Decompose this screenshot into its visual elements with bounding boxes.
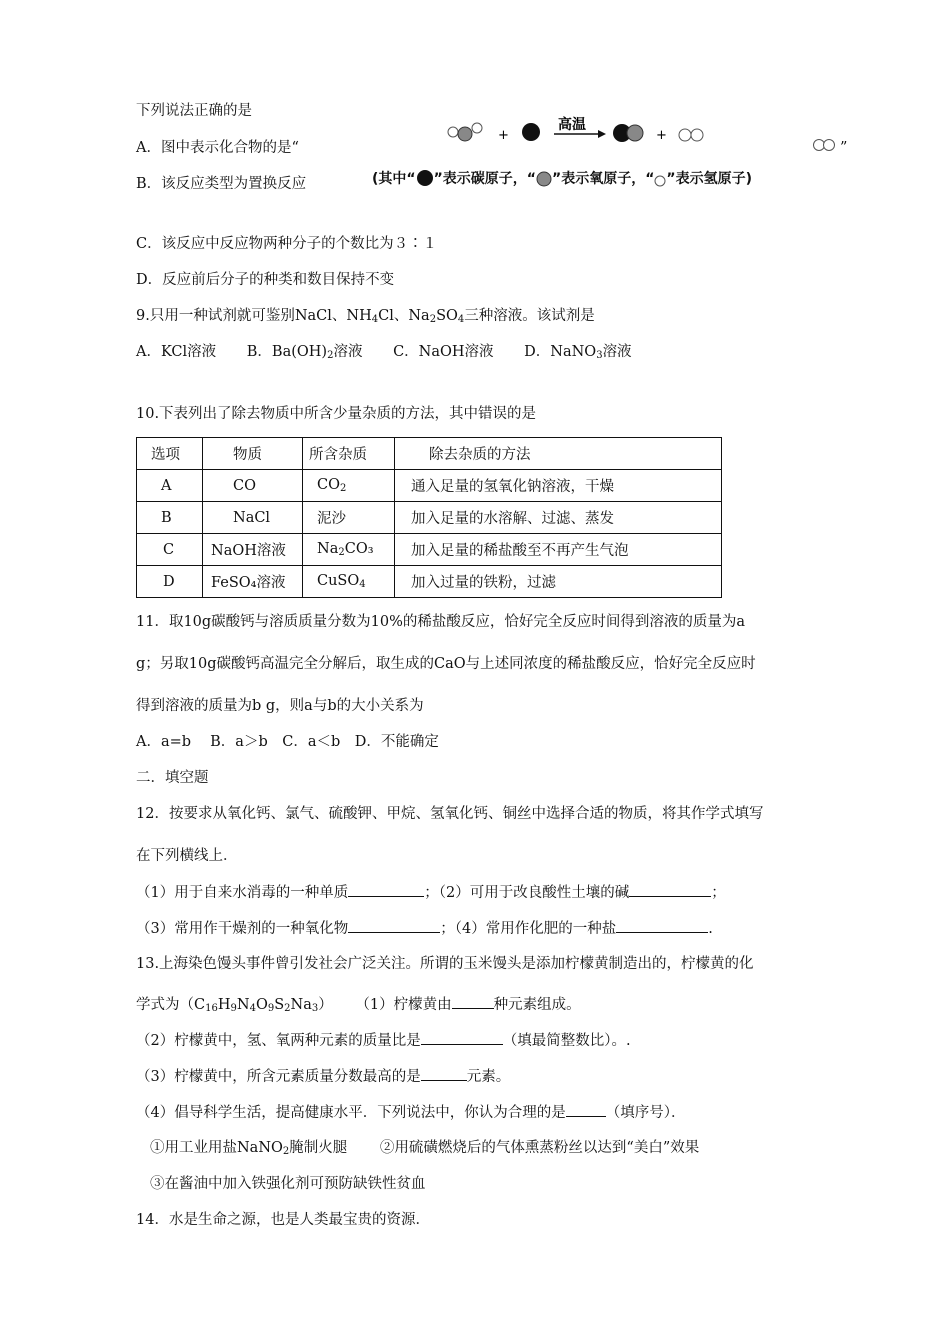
q13-part3: （3）柠檬黄中，所含元素质量分数最高的是 元素。 xyxy=(136,1066,510,1087)
q12-line1: 12．按要求从氧化钙、氯气、硫酸钾、甲烷、氢氧化钙、铜丝中选择合适的物质，将其作学式填写 xyxy=(136,806,764,822)
answer-blank[interactable] xyxy=(421,1066,467,1081)
oxygen-atom-icon xyxy=(536,171,552,187)
carbon-monoxide-molecule-icon xyxy=(613,124,643,142)
q13-part2: （2）柠檬黄中，氢、氧两种元素的质量比是 （填最简整数比）。. xyxy=(136,1030,631,1051)
table-row: B NaCl 泥沙 加入足量的水溶解、过滤、蒸发 xyxy=(137,502,722,534)
impurity-table xyxy=(136,437,722,598)
table-row: A CO $CO_2$ 通入足量的氢氧化钠溶液，干燥 xyxy=(137,470,722,502)
q12-blanks-1-2: （1）用于自来水消毒的一种单质 ；（2）可用于改良酸性土壤的碱 ； xyxy=(136,882,726,903)
q9-option-a: A．KCl溶液 xyxy=(136,344,217,360)
plus-sign-1: + xyxy=(498,128,509,143)
answer-blank[interactable] xyxy=(616,918,708,933)
q8-option-d: D．反应前后分子的种类和数目保持不变 xyxy=(136,272,395,288)
hydrogen-molecule-icon xyxy=(679,129,703,141)
reaction-diagram xyxy=(372,112,802,162)
water-molecule-icon xyxy=(448,123,482,141)
q14-line1: 14．水是生命之源，也是人类最宝贵的资源． xyxy=(136,1212,430,1228)
legend-oxygen: ”表示氧原子，“ xyxy=(552,171,655,187)
carbon-atom-icon xyxy=(416,169,434,187)
answer-blank[interactable] xyxy=(629,882,711,897)
table-header-row xyxy=(137,438,722,470)
diagram-legend xyxy=(372,168,752,188)
q11-line2: g；另取10g碳酸钙高温完全分解后，取生成的CaO与上述同浓度的稀盐酸反应，恰好完全反应时 xyxy=(136,656,756,672)
plus-sign-2: + xyxy=(656,128,667,143)
table-row: C NaOH溶液 $Na_2CO_3$ 加入足量的稀盐酸至不再产生气泡 xyxy=(137,534,722,566)
q12-blanks-3-4: （3）常用作干燥剂的一种氧化物 ；（4）常用作化肥的一种盐 . xyxy=(136,918,713,939)
section-title: 二．填空题 xyxy=(136,770,209,786)
table-header-cell: 物质 xyxy=(203,438,303,470)
q13-choices-1-2: ①用工业用盐NaNO$_2$腌制火腿 ②用硫磺燃烧后的气体熏蒸粉丝以达到“美白”效果 xyxy=(150,1140,700,1157)
answer-blank[interactable] xyxy=(421,1030,503,1045)
table-header-cell: 除去杂质的方法 xyxy=(395,438,722,470)
q9-option-d: D．NaNO$_3$溶液 xyxy=(524,344,632,361)
legend-open: (其中“ xyxy=(372,171,416,187)
q13-line1: 13.上海染色馒头事件曾引发社会广泛关注。所谓的玉米馒头是添加柠檬黄制造出的，柠檬黄的化 xyxy=(136,956,754,972)
answer-blank[interactable] xyxy=(452,994,494,1009)
q13-part4: （4）倡导科学生活，提高健康水平．下列说法中，你认为合理的是 （填序号）． xyxy=(136,1102,685,1123)
hydrogen-molecule-icon xyxy=(812,138,840,152)
q9-stem: 9.只用一种试剂就可鉴别NaCl、$NH_4Cl$、$Na_2SO_4$三种溶液。该试剂是 xyxy=(136,308,595,325)
legend-carbon: ”表示碳原子，“ xyxy=(433,171,537,187)
answer-blank[interactable] xyxy=(348,882,424,897)
q8-option-a: A．图中表示化合物的是“ xyxy=(136,140,299,156)
q11-options: A．a=b B．a＞b C．a＜b D．不能确定 xyxy=(136,734,439,750)
table-header-cell: 所含杂质 xyxy=(303,438,395,470)
legend-hydrogen: ”表示氢原子) xyxy=(666,171,753,187)
answer-blank[interactable] xyxy=(348,918,440,933)
q13-formula-line: 学式为$(C_{16}H_9N_4O_9S_2Na_3)$ （1）柠檬黄由 种元素组成。 xyxy=(136,994,581,1019)
answer-blank[interactable] xyxy=(566,1102,606,1117)
table-header-cell: 选项 xyxy=(137,438,203,470)
hydrogen-atom-icon xyxy=(654,175,666,187)
q9-options xyxy=(136,342,632,366)
q8-option-c: C．该反应中反应物两种分子的个数比为３∶１ xyxy=(136,236,438,252)
table-row: D FeSO₄溶液 CuSO$_4$ 加入过量的铁粉，过滤 xyxy=(137,566,722,598)
q9-option-b: B．$Ba(OH)_2$溶液 xyxy=(246,344,363,361)
q11-line3: 得到溶液的质量为b g，则a与b的大小关系为 xyxy=(136,698,424,714)
reaction-condition: 高温 xyxy=(558,117,586,133)
q8-option-b: B．该反应类型为置换反应 xyxy=(136,176,307,192)
q8-option-a-close: ” xyxy=(840,140,848,156)
q10-stem: 10.下表列出了除去物质中所含少量杂质的方法，其中错误的是 xyxy=(136,406,537,422)
carbon-atom-icon xyxy=(522,123,540,141)
q11-line1: 11．取10g碳酸钙与溶质质量分数为10%的稀盐酸反应，恰好完全反应时间得到溶液的质量为a xyxy=(136,614,746,630)
q9-option-c: C．NaOH溶液 xyxy=(393,344,494,360)
q8-option-a-end xyxy=(812,138,847,158)
q12-line2: 在下列横线上． xyxy=(136,848,238,864)
q13-choice-3: ③在酱油中加入铁强化剂可预防缺铁性贫血 xyxy=(150,1176,426,1192)
q8-stem: 下列说法正确的是 xyxy=(136,103,252,119)
